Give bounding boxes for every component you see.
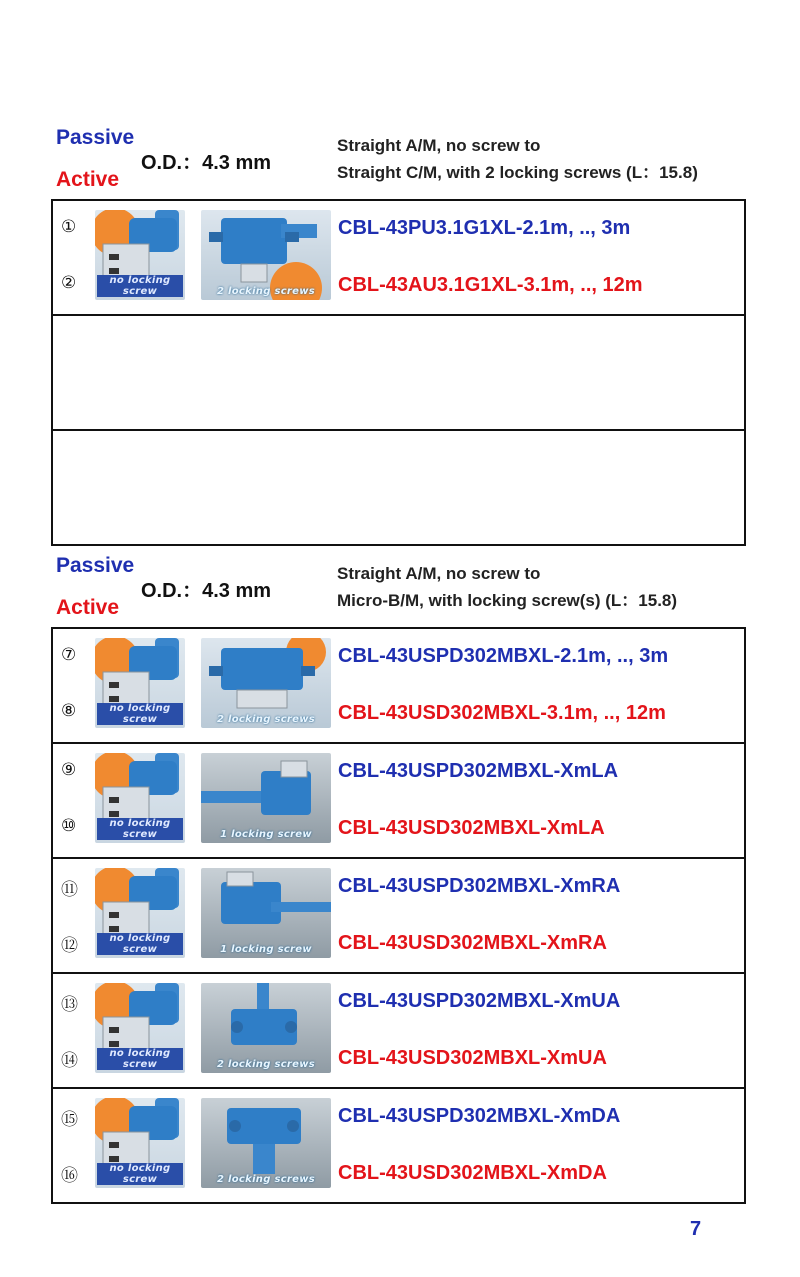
section-2-table	[51, 627, 746, 1204]
image-caption: no locking screw	[97, 933, 183, 955]
image-caption: 1 locking screw	[220, 944, 312, 955]
page-number: 7	[690, 1218, 702, 1240]
image-caption: no locking screw	[97, 818, 183, 840]
empty-table-row	[53, 316, 744, 431]
cable-description	[337, 132, 698, 186]
item-number: ⑯	[61, 1166, 78, 1186]
micro-b-connector-image	[201, 638, 331, 728]
micro-b-down-angle-image	[201, 1098, 331, 1188]
image-caption: 2 locking screws	[216, 1174, 316, 1185]
usb-c-connector-image	[201, 210, 331, 300]
item-number: ②	[61, 273, 77, 293]
usb-a-connector-image	[95, 868, 185, 958]
item-number: ⑫	[61, 936, 78, 956]
table-row	[53, 629, 744, 744]
active-part-number: CBL-43USD302MBXL-XmUA	[338, 1047, 607, 1069]
usb-a-connector-image	[95, 210, 185, 300]
image-caption: 1 locking screw	[220, 829, 312, 840]
item-number: ⑭	[61, 1051, 78, 1071]
image-caption: 2 locking screws	[216, 714, 316, 725]
image-caption: no locking screw	[97, 1163, 183, 1185]
active-part-number: CBL-43USD302MBXL-XmRA	[338, 932, 607, 954]
passive-label: Passive	[56, 126, 135, 149]
passive-part-number: CBL-43USPD302MBXL-2.1m, .., 3m	[338, 645, 669, 667]
image-caption: 2 locking screws	[216, 1059, 316, 1070]
table-row	[53, 201, 744, 316]
item-number: ①	[61, 217, 77, 237]
passive-part-number: CBL-43USPD302MBXL-XmLA	[338, 760, 619, 782]
description-line-1: Straight A/M, no screw to	[337, 136, 541, 155]
description-line-2: Straight C/M, with 2 locking screws (L：15.8)	[337, 163, 698, 182]
usb-a-connector-image	[95, 753, 185, 843]
item-number: ⑬	[61, 995, 78, 1015]
passive-part-number: CBL-43PU3.1G1XL-2.1m, .., 3m	[338, 217, 631, 239]
item-number: ⑨	[61, 760, 77, 780]
micro-b-up-angle-image	[201, 983, 331, 1073]
image-caption: no locking screw	[97, 703, 183, 725]
active-part-number: CBL-43USD302MBXL-XmDA	[338, 1162, 607, 1184]
active-part-number: CBL-43AU3.1G1XL-3.1m, .., 12m	[338, 274, 643, 296]
image-caption: 2 locking screws	[216, 286, 316, 297]
active-part-number: CBL-43USD302MBXL-3.1m, .., 12m	[338, 702, 666, 724]
active-part-number: CBL-43USD302MBXL-XmLA	[338, 817, 605, 839]
item-number: ⑦	[61, 645, 77, 665]
cable-description	[337, 560, 677, 614]
table-row	[53, 744, 744, 859]
description-line-1: Straight A/M, no screw to	[337, 564, 541, 583]
active-label: Active	[56, 168, 120, 191]
usb-a-connector-image	[95, 638, 185, 728]
table-row	[53, 1089, 744, 1204]
passive-part-number: CBL-43USPD302MBXL-XmDA	[338, 1105, 621, 1127]
image-caption: no locking screw	[97, 1048, 183, 1070]
description-line-2: Micro-B/M, with locking screw(s) (L：15.8)	[337, 591, 678, 610]
outer-diameter: O.D.：4.3 mm	[141, 152, 272, 174]
section-1-table	[51, 199, 746, 546]
item-number: ⑩	[61, 816, 77, 836]
micro-b-right-angle-image	[201, 868, 331, 958]
passive-label: Passive	[56, 554, 135, 577]
table-row	[53, 859, 744, 974]
empty-table-row	[53, 431, 744, 546]
outer-diameter: O.D.：4.3 mm	[141, 580, 272, 602]
active-label: Active	[56, 596, 120, 619]
usb-a-connector-image	[95, 983, 185, 1073]
usb-a-connector-image	[95, 1098, 185, 1188]
section-1-header	[55, 126, 755, 196]
item-number: ⑧	[61, 701, 77, 721]
section-2-header	[55, 554, 755, 624]
item-number: ⑪	[61, 880, 78, 900]
table-row	[53, 974, 744, 1089]
passive-part-number: CBL-43USPD302MBXL-XmUA	[338, 990, 621, 1012]
image-caption: no locking screw	[97, 275, 183, 297]
micro-b-left-angle-image	[201, 753, 331, 843]
passive-part-number: CBL-43USPD302MBXL-XmRA	[338, 875, 621, 897]
item-number: ⑮	[61, 1110, 78, 1130]
